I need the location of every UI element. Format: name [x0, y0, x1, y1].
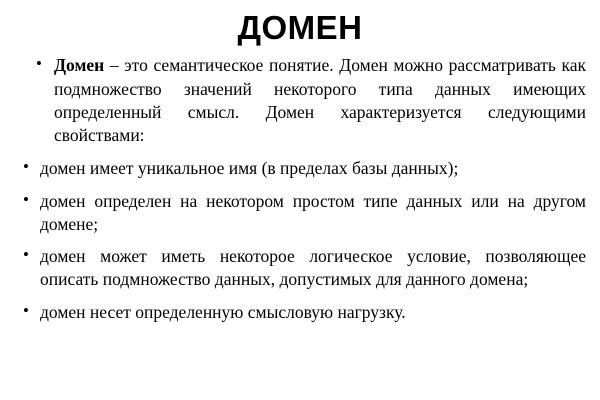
- list-item-text: – это семантическое понятие. Домен можно рассматривать как подмножество значений некоторого типа данных имеющих определенный смысл. Домен характеризуется следующими свойствами:: [54, 55, 586, 146]
- list-item: [14, 157, 586, 180]
- bullet-list: [14, 54, 586, 324]
- list-item: [14, 301, 586, 324]
- list-item-text: домен определен на некотором простом типе данных или на другом домене;: [40, 190, 586, 234]
- page-title: ДОМЕН: [237, 9, 363, 46]
- list-item-text: домен несет определенную смысловую нагрузку.: [40, 301, 406, 322]
- list-item: [14, 245, 586, 292]
- list-item: [14, 54, 586, 147]
- list-item-text: домен имеет уникальное имя (в пределах базы данных);: [40, 158, 459, 179]
- list-item-lead: Домен: [54, 55, 105, 76]
- list-item-text: домен может иметь некоторое логическое условие, позволяющее описать подмножество данных, допустимых для данного домена;: [40, 246, 586, 290]
- list-item: [14, 190, 586, 237]
